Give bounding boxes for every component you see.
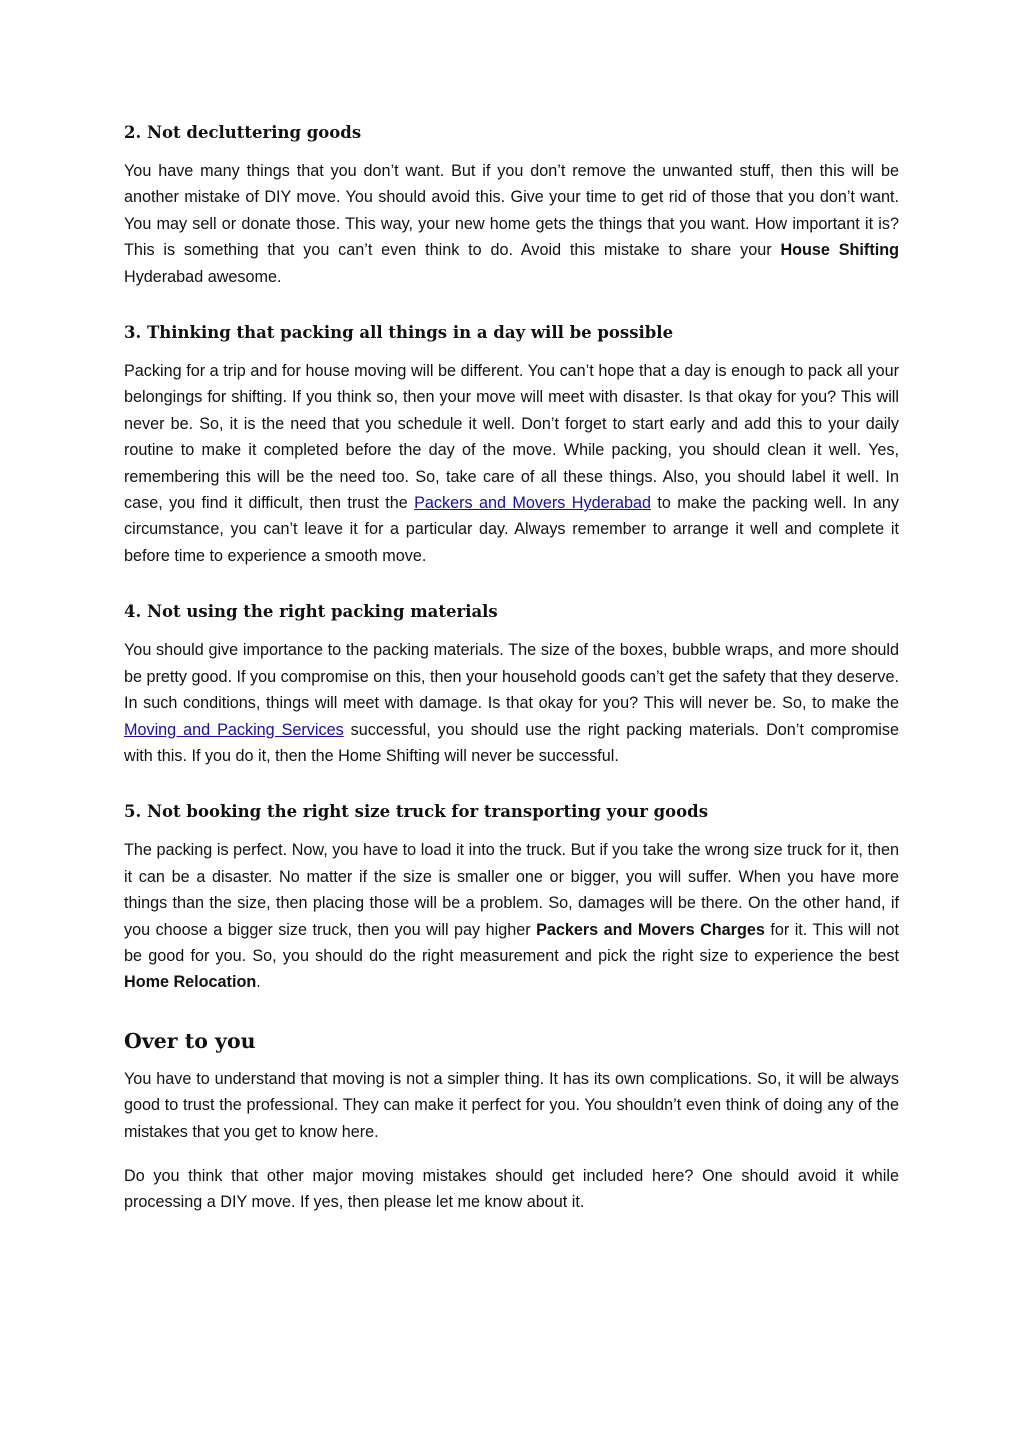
section-packing-in-a-day [124, 318, 899, 569]
document-page [124, 118, 899, 1244]
section-heading: 3. Thinking that packing all things in a day will be possible [124, 323, 674, 343]
section-heading: 5. Not booking the right size truck for transporting your goods [124, 802, 709, 822]
bold-keyword: Packers and Movers Charges [536, 920, 765, 939]
paragraph-text: for it. This will not be good for you. So, you should do the right measurement and pick the right size to experience the best [124, 920, 899, 965]
conclusion-paragraph: You have to understand that moving is not a simpler thing. It has its own complications. So, it will be always good to trust the professional. They can make it perfect for you. You shouldn’t even think of doing any of the mistakes that you get to know here. [124, 1069, 899, 1141]
section-paragraph [124, 637, 899, 769]
section-truck-size [124, 797, 899, 995]
section-not-decluttering [124, 118, 899, 290]
section-over-to-you [124, 1024, 899, 1216]
paragraph-text: You should give importance to the packing materials. The size of the boxes, bubble wraps, and more should be pretty good. If you compromise on this, then your household goods can’t get the safety that they deserve. In such conditions, things will meet with damage. Is that okay for you? This will never be. So, to make the [124, 641, 899, 713]
packers-movers-hyderabad-link[interactable]: Packers and Movers Hyderabad [414, 494, 651, 513]
section-paragraph [124, 358, 899, 569]
section-heading: 4. Not using the right packing materials [124, 602, 498, 622]
moving-packing-services-link[interactable]: Moving and Packing Services [124, 720, 344, 739]
conclusion-paragraph: Do you think that other major moving mistakes should get included here? One should avoid it while processing a DIY move. If yes, then please let me know about it. [124, 1166, 899, 1212]
paragraph-text: Hyderabad awesome. [124, 267, 282, 286]
paragraph-text: successful, you should use the right packing materials. Don’t compromise with this. If you do it, then the Home Shifting will never be successful. [124, 720, 899, 765]
paragraph-text: The packing is perfect. Now, you have to load it into the truck. But if you take the wrong size truck for it, then it can be a disaster. No matter if the size is smaller one or bigger, you will suffer. When you have more things than the size, then placing those will be a problem. So, damages will be there. On the other hand, if you choose a bigger size truck, then you will pay higher [124, 841, 899, 939]
section-heading: 2. Not decluttering goods [124, 123, 362, 142]
section-paragraph [124, 837, 899, 995]
paragraph-text: to make the packing well. In any circumstance, you can’t leave it for a particular day. Always remember to arrange it well and complete it before time to experience a smooth move. [124, 494, 899, 565]
paragraph-text: . [256, 973, 261, 992]
bold-keyword: House Shifting [780, 241, 899, 260]
paragraph-text: You have many things that you don’t want. But if you don’t remove the unwanted stuff, then this will be another mistake of DIY move. You should avoid this. Give your time to get rid of those that you don’t want. You may sell or donate those. This way, your new home gets the things that you want. How important it is? This is something that you can’t even think to do. Avoid this mistake to share your [124, 162, 899, 260]
conclusion-heading: Over to you [124, 1028, 256, 1053]
section-paragraph [124, 158, 899, 290]
bold-keyword: Home Relocation [124, 973, 257, 992]
paragraph-text: Packing for a trip and for house moving will be different. You can’t hope that a day is enough to pack all your belongings for shifting. If you think so, then your move will meet with disaster. Is that okay for you? This will never be. So, it is the need that you schedule it well. Don’t forget to start early and add this to your daily routine to make it completed before the day of the move. While packing, you should clean it well. Yes, remembering this will be the need too. So, take care of all these things. Also, you should label it well. In case, you find it difficult, then trust the [124, 362, 899, 513]
section-packing-materials [124, 597, 899, 769]
